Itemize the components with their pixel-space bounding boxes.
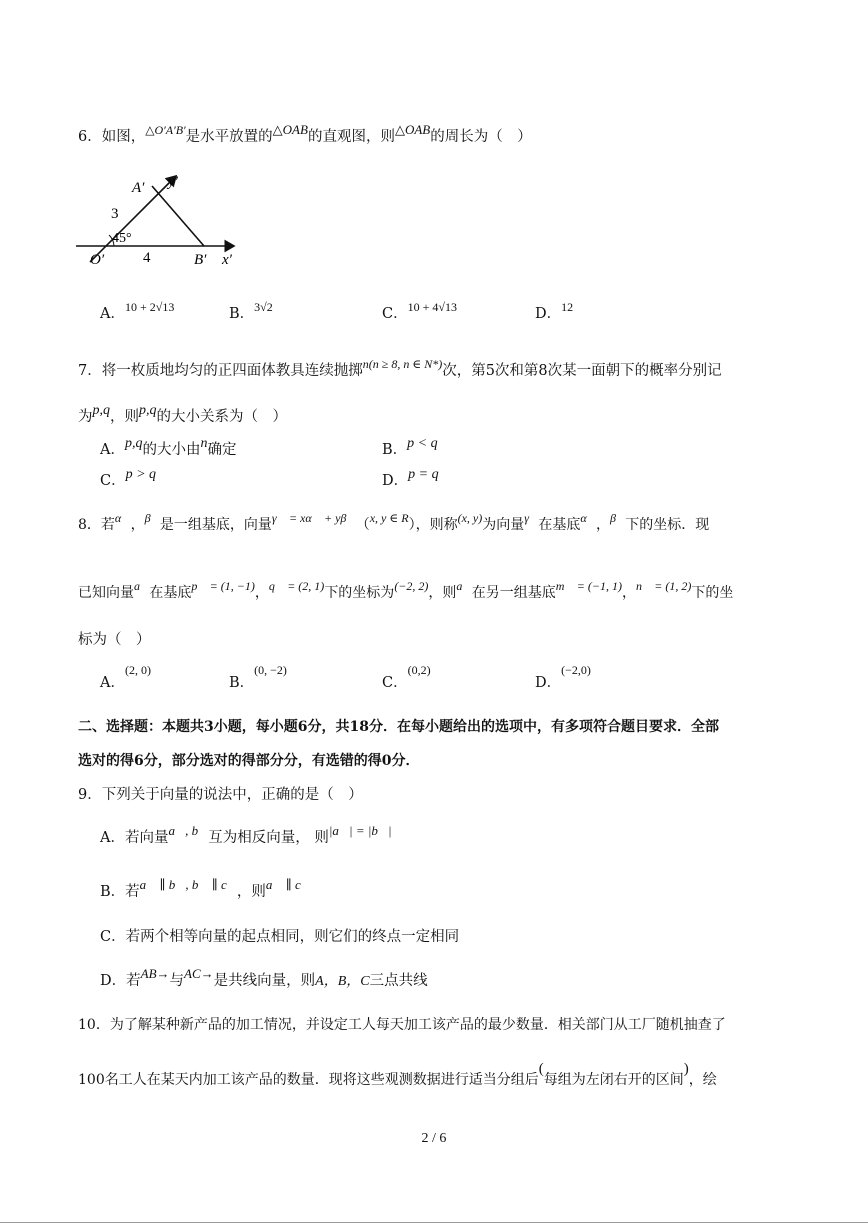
label-o-prime: O′ [90, 252, 105, 268]
q8-option-b[interactable]: B．$^{(0, -2)}$ [229, 663, 287, 691]
q6-figure [74, 168, 244, 268]
q9-stem: 9．下列关于向量的说法中，正确的是（ ） [78, 787, 363, 803]
q8-option-d[interactable]: D．$^{(-2,0)}$ [535, 663, 591, 691]
q8-stem-line3: 标为（ ） [78, 632, 151, 648]
q8-option-a[interactable]: A．$^{(2, 0)}$ [100, 663, 151, 691]
q7-option-d[interactable]: D．p = q [382, 467, 439, 489]
q10-line2: 100名工人在某天内加工该产品的数量．现将这些观测数据进行适当分组后(每组为左闭右开的区间)，绘 [78, 1061, 717, 1088]
q7-option-a[interactable]: A．p,q的大小由n确定 [100, 436, 237, 458]
q7-stem-line1: 7．将一枚质地均匀的正四面体教具连续抛掷$^{n(n \ge 8, n \in N*)}$次，第5次和第8次某一面朝下的概率分别记 [78, 357, 722, 379]
section-2-line1: 二、选择题：本题共3小题，每小题6分，共18分．在每小题给出的选项中，有多项符合题目要求．全部 [78, 719, 719, 735]
label-length-4: 4 [143, 250, 151, 266]
math-expression: n(n ≥ 8, n ∈ N*) [362, 357, 443, 371]
label-y-prime: y′ [168, 174, 178, 190]
segment-a-b [152, 186, 204, 246]
label-b-prime: B′ [194, 252, 207, 268]
label-length-3: 3 [111, 206, 119, 222]
math-expression: △O′A′B′ [145, 123, 186, 137]
math-expression: △OAB [394, 122, 431, 137]
q6-option-a[interactable]: A．$^{10 + 2√13}$ [100, 300, 175, 322]
q8-stem-line1: 8．若α⃗，β⃗是一组基底，向量γ⃗ = xα⃗ + yβ⃗（x, y ∈ R），则称(x, y)为向量γ⃗在基底α⃗，β⃗下的坐标．现 [78, 511, 710, 533]
q7-option-c[interactable]: C．p > q [100, 467, 157, 489]
label-a-prime: A′ [132, 180, 145, 196]
q6-option-d[interactable]: D．$^{12}$ [535, 300, 574, 322]
q8-stem-line2: 已知向量a⃗在基底p⃗ = (1, −1)，q⃗ = (2, 1)下的坐标为(−2, 2)，则a⃗在另一组基底m⃗ = (−1, 1)，n⃗ = (1, 2)下的坐 [78, 579, 734, 601]
q9-option-b[interactable]: B．若a⃗ ∥ b⃗, b⃗ ∥ c⃗，则a⃗ ∥ c⃗ [100, 877, 311, 900]
q9-option-c[interactable]: C．若两个相等向量的起点相同，则它们的终点一定相同 [100, 929, 460, 945]
q6-stem: 6．如图，$^{\triangle O'A'B'}$是水平放置的△OAB的直观图，则△OAB的周长为（ ） [78, 122, 532, 145]
page-number: 2 / 6 [421, 1131, 447, 1146]
label-x-prime: x′ [222, 252, 232, 268]
q8-option-c[interactable]: C．$^{(0,2)}$ [382, 663, 431, 691]
q6-option-b[interactable]: B．$^{3√2}$ [229, 300, 273, 322]
math-expression: △OAB [272, 122, 308, 137]
q9-option-a[interactable]: A．若向量a⃗, b⃗互为相反向量， 则|a⃗| = |b⃗| [100, 823, 392, 846]
section-2-line2: 选对的得6分，部分选对的得部分分，有选错的得0分． [78, 753, 420, 769]
q9-option-d[interactable]: D．若AB→与AC→是共线向量，则A，B，C三点共线 [100, 966, 428, 989]
label-angle: 45° [112, 231, 132, 246]
q6-option-c[interactable]: C．$^{10 + 4√13}$ [382, 300, 457, 322]
page-bottom-divider [0, 1222, 868, 1223]
q10-line1: 10．为了解某种新产品的加工情况，并设定工人每天加工该产品的最少数量．相关部门从工厂随机抽查了 [78, 1017, 726, 1033]
q7-stem-line2: 为p,q，则p,q的大小关系为（ ） [78, 403, 287, 425]
q7-option-b[interactable]: B．p < q [382, 436, 438, 458]
